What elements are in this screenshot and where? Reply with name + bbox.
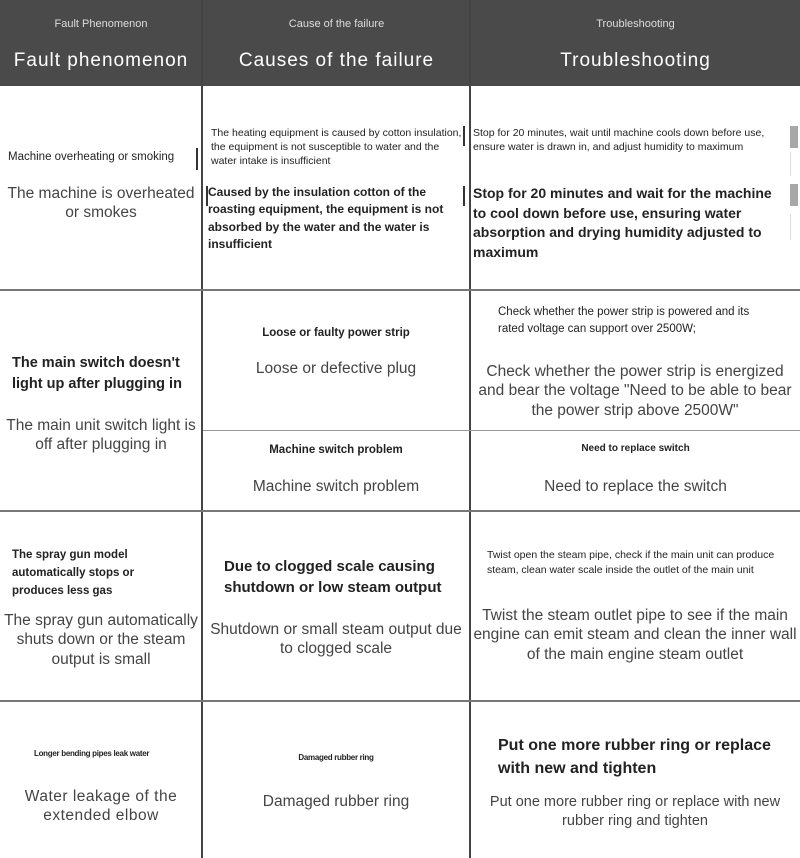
row2-cause-big: Loose or defective plug [255,360,417,377]
row3-cause-small: Due to clogged scale causing shutdown or low steam output [224,558,442,596]
row2-cause-small: Loose or faulty power strip [262,327,410,339]
row2-cause2-big: Machine switch problem [252,478,420,495]
row2-cause2-small: Machine switch problem [269,444,403,456]
header-cause [203,0,470,86]
marker-bar [463,126,465,146]
row4-cause-small: Damaged rubber ring [298,753,374,762]
row2-fix-big: Check whether the power strip is energized and bear the voltage "Need to be able to bear the power strip above 2500W" [478,363,792,419]
row-divider-2a [203,430,800,431]
header-fix [471,0,800,86]
row2-fix-small: Check whether the power strip is powered and its rated voltage can support over 2500W; [498,306,750,336]
row2-fault-small: The main switch doesn't light up after plugging in [12,355,182,393]
row4-fix-big: Put one more rubber ring or replace with new rubber ring and tighten [489,794,781,829]
row4-fix-small: Put one more rubber ring or replace with new and tighten [498,737,771,778]
row3-fault-small: The spray gun model automatically stops or produces less gas [12,549,135,597]
row4-cause-big: Damaged rubber ring [262,793,410,810]
row-divider-1 [0,289,800,291]
header-cause-big: Causes of the failure [238,50,435,71]
row1-cause-big: Caused by the insulation cotton of the roasting equipment, the equipment is not absorbed by the water and the water is insufficient [208,185,444,252]
column-divider-1 [201,0,203,858]
column-divider-2 [469,0,471,858]
scroll-marker [790,184,798,206]
header-fault-small: Fault Phenomenon [54,18,148,30]
marker-bar [463,186,465,206]
row2-fix2-big: Need to replace the switch [544,478,727,495]
row1-fault-big: The machine is overheated or smokes [7,185,195,222]
header-cause-small: Cause of the failure [288,18,385,30]
row2-fix2-small: Need to replace switch [581,443,690,454]
header-fault [0,0,202,86]
edge-line [790,152,791,176]
row1-fault-small: Machine overheating or smoking [8,151,175,163]
row-divider-2 [0,510,800,512]
row3-fix-big: Twist the steam outlet pipe to see if the main engine can emit steam and clean the inner wall of the main engine steam outlet [473,607,797,663]
row1-cause-small: The heating equipment is caused by cotton insulation, the equipment is not susceptible to water and the water intake is insufficient [211,127,462,168]
edge-line [790,214,791,240]
row4-fault-small: Longer bending pipes leak water [34,749,150,758]
header-fix-big: Troubleshooting [560,50,711,71]
row2-fault-big: The main unit switch light is off after plugging in [6,417,196,454]
row3-fix-small: Twist open the steam pipe, check if the main unit can produce steam, clean water scale inside the outlet of the main unit [487,549,775,576]
row1-fix-small: Stop for 20 minutes, wait until machine cools down before use, ensure water is drawn in, and adjust humidity to maximum [473,127,765,154]
header-fault-big: Fault phenomenon [13,50,189,71]
scroll-marker [790,126,798,148]
row3-fault-big: The spray gun automatically shuts down or the steam output is small [4,612,198,668]
header-fix-small: Troubleshooting [596,18,675,30]
row4-fault-big: Water leakage of the extended elbow [24,788,178,825]
row3-cause-big: Shutdown or small steam output due to clogged scale [210,621,462,658]
row-divider-3 [0,700,800,702]
row1-fix-big: Stop for 20 minutes and wait for the machine to cool down before use, ensuring water absorption and drying humidity adjusted to maximum [473,185,772,260]
